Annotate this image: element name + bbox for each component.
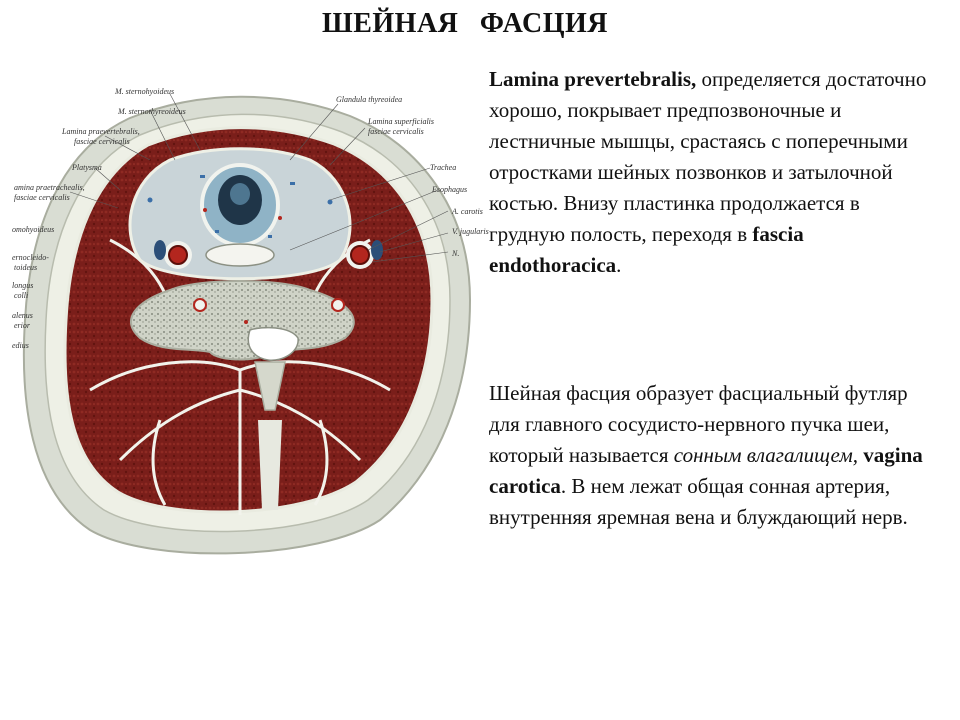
label-scalenus-anterior-2: erior xyxy=(14,321,30,330)
label-longus: longus xyxy=(12,281,34,290)
label-lamina-superficialis-2: fasciae cervicalis xyxy=(368,127,424,136)
label-lamina-prevertebralis: Lamina praevertebralis, xyxy=(62,127,140,136)
label-sternocleido: ernocleido- xyxy=(12,253,49,262)
label-lamina-pretrachealis-2: fasciae cervicalis xyxy=(14,193,70,202)
label-a-carotis: A. carotis xyxy=(452,207,483,216)
vertebral-artery-left xyxy=(194,299,206,311)
nuchal-ligament xyxy=(258,420,282,510)
paragraph-vagina-carotica xyxy=(489,378,934,533)
label-v-jugularis: V. jugularis xyxy=(452,227,489,236)
label-platysma: Platysma xyxy=(72,163,102,172)
label-sternocleido-2: toideus xyxy=(14,263,38,272)
vertebral-artery-right xyxy=(332,299,344,311)
neck-cross-section-svg xyxy=(0,87,489,570)
label-scalenus-medius: edius xyxy=(12,341,29,350)
paragraph-lamina-prevertebralis xyxy=(489,64,934,281)
esophagus xyxy=(206,244,274,266)
label-omohyoideus: omohyoideus xyxy=(12,225,55,234)
label-glandula-thyreoidea: Glandula thyreoidea xyxy=(336,95,403,104)
label-n: N. xyxy=(452,249,460,258)
term-fascia-endothoracica: fascia endothoracica xyxy=(489,222,804,277)
term-vagina-carotica: vagina carotica xyxy=(489,443,923,498)
paragraph1-text-b: . xyxy=(616,253,622,277)
label-lamina-prevertebralis-2: fasciae cervicalis xyxy=(74,137,130,146)
neck-cross-section-illustration xyxy=(0,87,489,570)
paragraph2-text-a: Шейная фасция образует фасциальный футляр для главного сосудисто-нервного пучка шеи, который называется xyxy=(489,381,908,467)
italic-sonnym-vlagalishchem: сонным влагалищем, xyxy=(673,443,858,467)
label-m-sternohyoideus: M. sternohyoideus xyxy=(115,87,175,96)
label-m-sternothyreoideus: M. sternothyreoideus xyxy=(118,107,186,116)
label-trachea: Trachea xyxy=(430,163,457,172)
term-lamina-prevertebralis: Lamina prevertebralis, xyxy=(489,67,697,91)
label-scalenus-anterior: alenus xyxy=(12,311,33,320)
paragraph2-text-c: . В нем лежат общая сонная артерия, внутренняя яремная вена и блуждающий нерв. xyxy=(489,474,908,529)
label-esophagus: Esophagus xyxy=(432,185,468,194)
page-title: ШЕЙНАЯ ФАСЦИЯ xyxy=(321,8,609,39)
label-lamina-pretrachealis: amina praetrachealis, xyxy=(14,183,85,192)
label-lamina-superficialis: Lamina superficialis xyxy=(368,117,435,126)
label-longus-2: colli xyxy=(14,291,29,300)
paragraph1-text-a: определяется достаточно хорошо, покрывает предпозвоночные и лестничные мышцы, срастаясь с поперечными отростками шейных позвонков и затылочной костью. Внизу пластинка продолжается в грудную полость, переходя в xyxy=(489,67,927,246)
